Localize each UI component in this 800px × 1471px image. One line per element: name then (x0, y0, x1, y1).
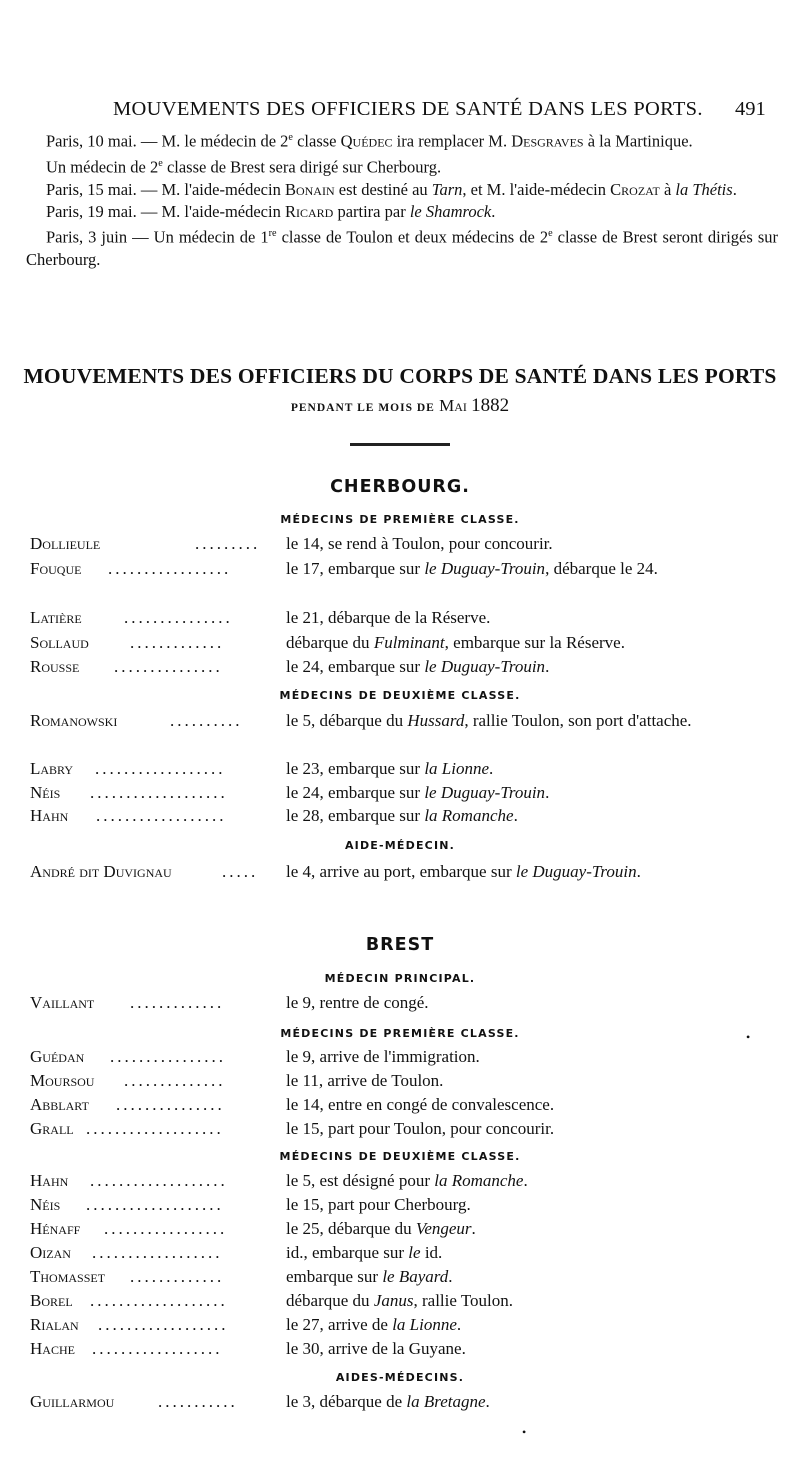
subtitle-year: 1882 (471, 395, 510, 416)
leader-dots: .................. (92, 1243, 223, 1262)
leader-dots: ............... (124, 608, 233, 627)
entry-text: le 14, se rend à Toulon, pour concourir. (286, 534, 553, 553)
entry-text: le 3, débarque de la Bretagne. (286, 1392, 490, 1411)
leader-dots: ............... (116, 1095, 225, 1114)
leader-dots: ................ (110, 1047, 226, 1066)
note-paragraph: Paris, 10 mai. — M. le médecin de 2e classe Quédec ira remplacer M. Desgraves à la Martinique. (46, 131, 693, 151)
rank-heading: MÉDECINS DE DEUXIÈME CLASSE. (279, 689, 521, 702)
officer-name: Néis (30, 1195, 61, 1214)
leader-dots: .............. (124, 1071, 226, 1090)
rank-heading: AIDES-MÉDECINS. (335, 1371, 465, 1384)
running-head (0, 98, 800, 126)
entry-text: le 9, rentre de congé. (286, 993, 429, 1012)
rank-heading: MÉDECINS DE PREMIÈRE CLASSE. (280, 1027, 520, 1040)
note-paragraph: Paris, 15 mai. — M. l'aide-médecin Bonain est destiné au Tarn, et M. l'aide-médecin Crozat à la Thétis. (46, 179, 737, 199)
officer-name: Néis (30, 783, 61, 802)
leader-dots: ................. (104, 1219, 228, 1238)
entry-text: le 5, est désigné pour la Romanche. (286, 1171, 528, 1190)
entry-text: le 24, embarque sur le Duguay-Trouin. (286, 657, 550, 676)
rank-heading: AIDE-MÉDECIN. (344, 839, 456, 852)
note-paragraph: Paris, 3 juin — Un médecin de 1re classe de Toulon et deux médecins de 2e classe de Brest seront dirigés sur Cherbourg. (26, 227, 778, 269)
officer-name: Vaillant (30, 993, 95, 1012)
officer-name: Fouque (30, 559, 82, 578)
leader-dots: ............. (130, 993, 225, 1012)
officer-name: Dollieule (30, 534, 101, 553)
rank-heading: MÉDECINS DE PREMIÈRE CLASSE. (280, 513, 520, 526)
officer-name: Latière (30, 608, 82, 627)
subtitle-month: Mai (439, 396, 467, 415)
officer-name: Thomasset (30, 1267, 106, 1286)
section-title: MOUVEMENTS DES OFFICIERS DU CORPS DE SANTÉ DANS LES PORTS (23, 364, 777, 388)
port-heading-cherbourg: CHERBOURG. (330, 477, 470, 497)
officer-name: Guillarmou (30, 1392, 115, 1411)
entry-text: le 4, arrive au port, embarque sur le Duguay-Trouin. (286, 862, 641, 881)
entry-text: le 30, arrive de la Guyane. (286, 1339, 466, 1358)
leader-dots: ................... (86, 1195, 224, 1214)
entry-text: le 9, arrive de l'immigration. (286, 1047, 480, 1066)
officer-name: Oizan (30, 1243, 71, 1262)
leader-dots: ................... (90, 783, 228, 802)
port-heading-brest: BREST (365, 935, 435, 955)
entry-text: id., embarque sur le id. (286, 1243, 443, 1262)
leader-dots: ........... (158, 1392, 238, 1411)
leader-dots: .................. (92, 1339, 223, 1358)
entry-text: le 15, part pour Toulon, pour concourir. (286, 1119, 555, 1138)
print-speck: • (746, 1030, 751, 1044)
entry-text: embarque sur le Bayard. (286, 1267, 453, 1286)
entry-text: débarque du Fulminant, embarque sur la Réserve. (286, 633, 625, 652)
entry-text: le 25, débarque du Vengeur. (286, 1219, 476, 1238)
leader-dots: .......... (170, 711, 243, 730)
officer-name: Guédan (30, 1047, 85, 1066)
rank-heading: MÉDECINS DE DEUXIÈME CLASSE. (279, 1150, 521, 1163)
leader-dots: ............. (130, 1267, 225, 1286)
officer-name: Moursou (30, 1071, 95, 1090)
leader-dots: ................... (90, 1171, 228, 1190)
officer-name: Hénaff (30, 1219, 81, 1238)
leader-dots: ................... (90, 1291, 228, 1310)
entry-text: le 23, embarque sur la Lionne. (286, 759, 494, 778)
entry-text: le 17, embarque sur le Duguay-Trouin, débarque le 24. (286, 559, 658, 578)
leader-dots: .................. (96, 806, 227, 825)
officer-name: Sollaud (30, 633, 89, 652)
officer-name: Labry (30, 759, 74, 778)
leader-dots: ......... (195, 534, 261, 553)
officer-name: Borel (30, 1291, 73, 1310)
officer-name: Abblart (30, 1095, 89, 1114)
page-number: 491 (735, 98, 766, 120)
entry-text: le 28, embarque sur la Romanche. (286, 806, 518, 825)
entry-text: le 21, débarque de la Réserve. (286, 608, 491, 627)
leader-dots: .................. (95, 759, 226, 778)
subtitle-period: PENDANT LE MOIS DE (290, 402, 435, 414)
entry-text: le 14, entre en congé de convalescence. (286, 1095, 555, 1114)
officer-name: Romanowski (30, 711, 118, 730)
officer-name: André dit Duvignau (30, 862, 172, 881)
section-subtitle (0, 395, 800, 417)
entry-text: le 15, part pour Cherbourg. (286, 1195, 471, 1214)
leader-dots: ............. (130, 633, 225, 652)
leader-dots: ................... (86, 1119, 224, 1138)
entry-text: débarque du Janus, rallie Toulon. (286, 1291, 514, 1310)
officer-name: Hahn (30, 1171, 69, 1190)
leader-dots: .................. (98, 1315, 229, 1334)
officer-name: Hache (30, 1339, 75, 1358)
officer-name: Rousse (30, 657, 80, 676)
entry-text: le 11, arrive de Toulon. (286, 1071, 444, 1090)
officer-name: Grall (30, 1119, 74, 1138)
officer-name: Hahn (30, 806, 69, 825)
leader-dots: ................. (108, 559, 232, 578)
leader-dots: ..... (222, 862, 259, 881)
note-paragraph: Paris, 19 mai. — M. l'aide-médecin Ricard partira par le Shamrock. (46, 201, 496, 221)
entry-text: le 27, arrive de la Lionne. (286, 1315, 462, 1334)
entry-text: le 5, débarque du Hussard, rallie Toulon, son port d'attache. (286, 711, 692, 730)
entry-text: le 24, embarque sur le Duguay-Trouin. (286, 783, 550, 802)
rank-heading: MÉDECIN PRINCIPAL. (324, 972, 476, 985)
note-paragraph: Un médecin de 2e classe de Brest sera dirigé sur Cherbourg. (46, 157, 442, 177)
officer-name: Rialan (30, 1315, 79, 1334)
running-head-title: MOUVEMENTS DES OFFICIERS DE SANTÉ DANS LES PORTS. (113, 98, 703, 120)
section-rule (350, 443, 450, 446)
print-speck: • (522, 1425, 527, 1439)
leader-dots: ............... (114, 657, 223, 676)
notes-block (26, 127, 778, 271)
